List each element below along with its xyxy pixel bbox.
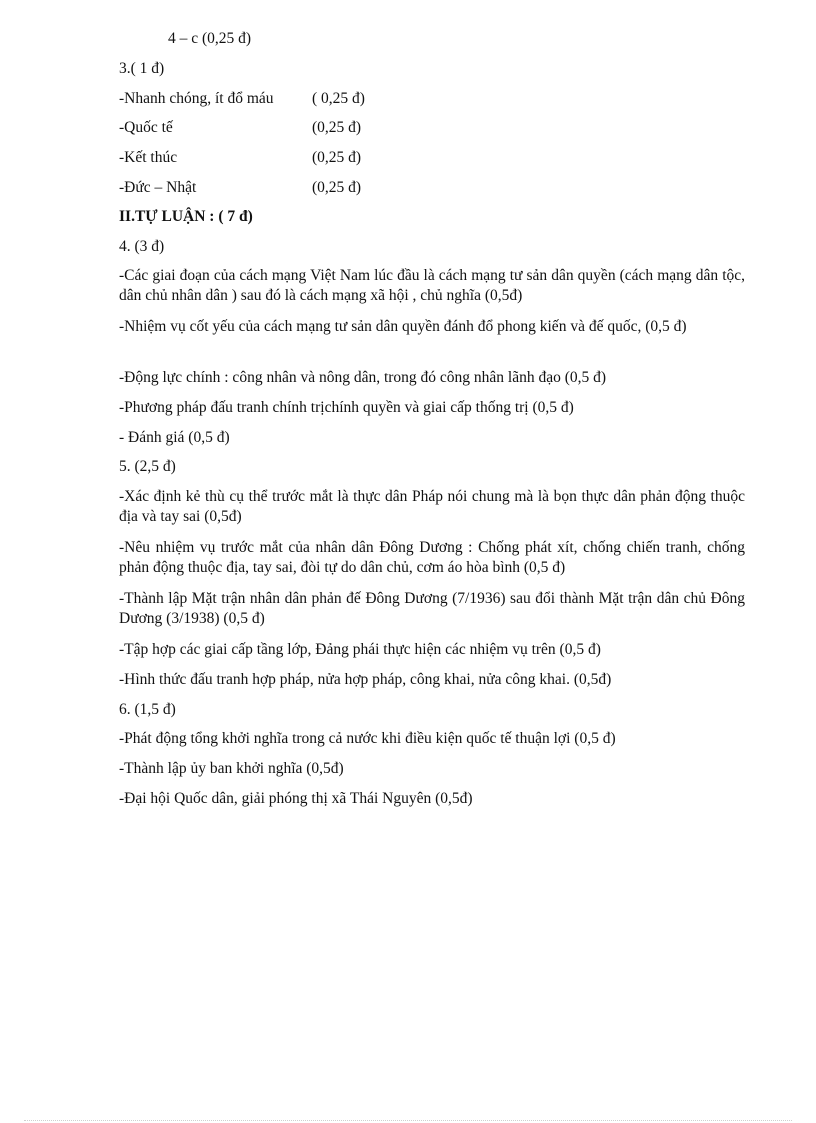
q4-item: -Các giai đoạn của cách mạng Việt Nam lúc đầu là cách mạng tư sản dân quyền (cách mạng dân tộc, dân chủ nhân dân ) sau đó là cách mạng xã hội , chủ nghĩa (0,5đ) (119, 267, 745, 304)
q3-row (119, 118, 745, 137)
q3-row-term: -Kết thúc (119, 149, 178, 166)
q4-item: -Phương pháp đấu tranh chính trịchính quyền và giai cấp thống trị (0,5 đ) (119, 399, 574, 416)
q6-header: 6. (1,5 đ) (119, 701, 176, 718)
q5-item: -Nêu nhiệm vụ trước mắt của nhân dân Đông Dương : Chống phát xít, chống chiến tranh, chống phản động thuộc địa, tay sai, đòi tự do dân chủ, cơm áo hòa bình (0,5 đ) (119, 539, 745, 576)
q5-item: -Hình thức đấu tranh hợp pháp, nửa hợp pháp, công khai, nửa công khai. (0,5đ) (119, 671, 612, 688)
q3-row (119, 89, 745, 108)
q4-item: -Động lực chính : công nhân và nông dân, trong đó công nhân lãnh đạo (0,5 đ) (119, 369, 607, 386)
q3-header: 3.( 1 đ) (119, 60, 165, 77)
q4-item: -Nhiệm vụ cốt yếu của cách mạng tư sản dân quyền đánh đổ phong kiến và đế quốc, (0,5 đ) (119, 318, 687, 335)
q5-item: -Thành lập Mặt trận nhân dân phản đế Đông Dương (7/1936) sau đổi thành Mặt trận dân chủ Đông Dương (3/1938) (0,5 đ) (119, 590, 745, 627)
mc-answer-4: 4 – c (0,25 đ) (168, 30, 252, 47)
q3-row-score: (0,25 đ) (312, 179, 362, 196)
q3-row (119, 178, 745, 197)
q3-row-term: -Quốc tế (119, 119, 173, 136)
q6-item: -Thành lập ủy ban khởi nghĩa (0,5đ) (119, 760, 344, 777)
q3-row-score: (0,25 đ) (312, 149, 362, 166)
q5-item: -Tập hợp các giai cấp tầng lớp, Đảng phái thực hiện các nhiệm vụ trên (0,5 đ) (119, 641, 601, 658)
q3-row-term: -Đức – Nhật (119, 179, 197, 196)
section-2-title: II.TỰ LUẬN : ( 7 đ) (119, 208, 253, 225)
q6-item: -Phát động tổng khởi nghĩa trong cả nước khi điều kiện quốc tế thuận lợi (0,5 đ) (119, 730, 616, 747)
q3-row (119, 148, 745, 167)
q3-row-score: ( 0,25 đ) (312, 90, 365, 107)
q5-header: 5. (2,5 đ) (119, 458, 176, 475)
q4-header: 4. (3 đ) (119, 238, 165, 255)
q4-item: - Đánh giá (0,5 đ) (119, 429, 230, 446)
q5-item: -Xác định kẻ thù cụ thể trước mắt là thực dân Pháp nói chung mà là bọn thực dân phản động thuộc địa và tay sai (0,5đ) (119, 488, 745, 525)
page-bottom-rule (24, 1120, 792, 1121)
q6-item: -Đại hội Quốc dân, giải phóng thị xã Thái Nguyên (0,5đ) (119, 790, 473, 807)
q3-row-score: (0,25 đ) (312, 119, 362, 136)
q3-row-term: -Nhanh chóng, ít đổ máu (119, 90, 274, 107)
